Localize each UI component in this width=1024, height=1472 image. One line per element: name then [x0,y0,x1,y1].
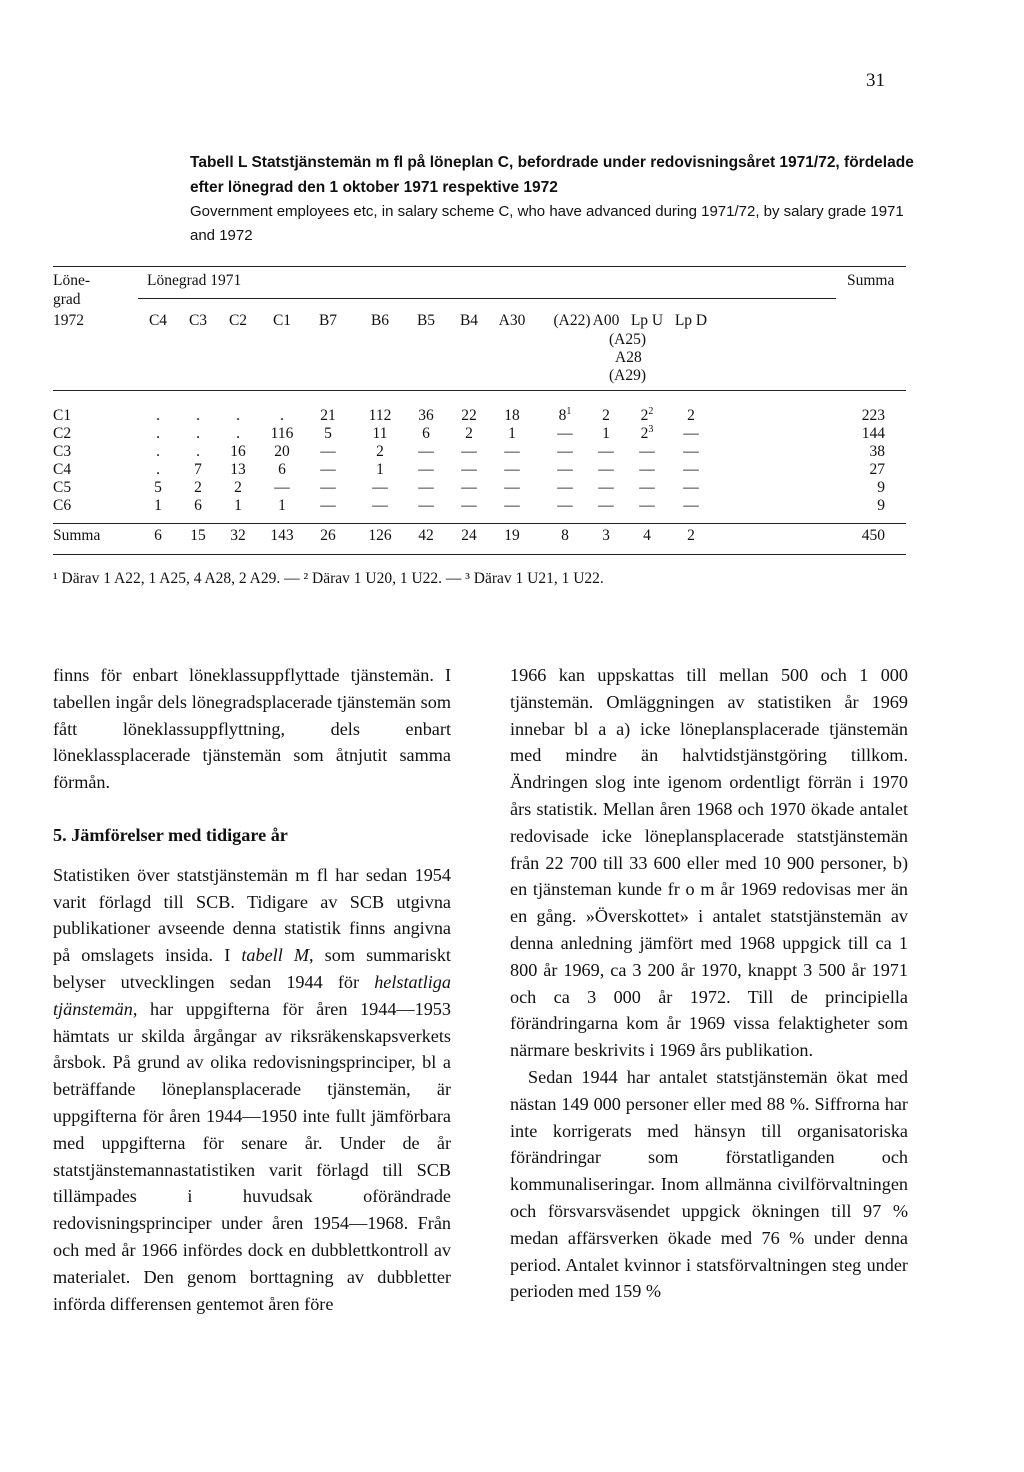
summa-cell: 2 [687,527,695,544]
table-cell: — [683,425,699,442]
table-top-rule [53,266,906,267]
column-header-c1: C1 [272,312,292,329]
table-cell: . [196,407,200,424]
table-cell: 5 [324,425,332,442]
left-paragraph-2-part-a: Statistiken över statstjänstemän m fl har sedan 1954 varit förlagd till SCB. Tidigare av SCB utgivna publikationer avseende denna statistik finns angivna på omslagets insida. I [53,864,451,966]
table-cell: — [461,497,477,514]
row-label-c1: C1 [53,407,72,424]
table-cell: . [156,425,160,442]
table-cell: — [418,443,434,460]
table-cell: — [418,461,434,478]
row-total: 223 [861,407,885,424]
column-header-b6: B6 [370,312,390,329]
table-cell: — [320,443,336,460]
summa-cell: 4 [643,527,651,544]
table-cell: — [320,497,336,514]
table-cell: — [639,479,655,496]
summa-top-rule [53,523,906,524]
row-header-year: 1972 [53,312,84,329]
summa-cell: 42 [418,527,434,544]
table-cell: — [504,461,520,478]
table-cell: . [236,407,240,424]
helstatliga-reference: helstatliga tjänstemän [53,971,451,1019]
summa-cell: 3 [602,527,610,544]
table-cell: — [461,443,477,460]
table-cell: . [280,407,284,424]
column-header-b7: B7 [318,312,338,329]
table-cell: — [683,497,699,514]
table-cell: 22 [461,407,477,424]
tabell-m-reference: tabell M [241,945,310,966]
table-cell: — [461,479,477,496]
table-cell: 2 [234,479,242,496]
left-text-column [53,662,451,1317]
table-cell: — [683,479,699,496]
table-cell: 1 [234,497,242,514]
table-bottom-rule [53,554,906,555]
grand-total: 450 [861,527,885,544]
table-cell: — [504,443,520,460]
column-header-c2: C2 [228,312,248,329]
table-cell: — [504,479,520,496]
summa-cell: 143 [270,527,294,544]
table-cell: — [557,443,573,460]
summa-cell: 26 [320,527,336,544]
table-cell: . [156,461,160,478]
table-cell: 2 [194,479,202,496]
group-header-lonegrad-1971: Lönegrad 1971 [147,272,242,289]
table-cell: 5 [154,479,162,496]
column-header-lp-u: Lp U [630,312,664,329]
table-cell: 6 [422,425,430,442]
table-cell: 11 [372,425,388,442]
table-cell: — [372,497,388,514]
table-cell: 116 [270,425,294,442]
table-cell: — [683,443,699,460]
row-header-lone: Löne- [53,272,91,289]
summa-cell: 8 [561,527,569,544]
summa-cell: 32 [230,527,246,544]
column-header-b5: B5 [416,312,436,329]
right-text-column [510,662,908,1305]
table-cell: — [598,479,614,496]
summa-row-label: Summa [53,527,101,544]
table-cell: . [196,425,200,442]
table-cell: — [639,461,655,478]
column-header-a29: (A29) [609,367,647,384]
table-cell: — [418,479,434,496]
row-total: 9 [877,497,885,514]
summa-cell: 126 [368,527,392,544]
table-cell: . [236,425,240,442]
row-label-c6: C6 [53,497,72,514]
table-cell: 21 [320,407,336,424]
table-cell: — [598,461,614,478]
column-header-a28: A28 [615,349,642,366]
column-header-a25: (A25) [609,331,647,348]
group-header-rule [138,298,836,299]
table-cell: — [461,461,477,478]
table-cell: — [418,497,434,514]
table-cell: — [504,497,520,514]
row-total: 9 [877,479,885,496]
table-cell: — [557,461,573,478]
table-caption-swedish: Tabell L Statstjänstemän m fl på löneplan C, befordrade under redovisningsåret 1971/72, fördelade efter lönegrad den 1 oktober 1971 respektive 1972 [190,154,914,196]
table-cell: 36 [418,407,434,424]
table-cell: — [598,443,614,460]
column-header-a30: A30 [498,312,526,329]
table-cell: 13 [230,461,246,478]
summa-header: Summa [847,272,895,289]
column-header-a22: (A22) [553,312,591,329]
page-number: 31 [866,70,885,91]
table-cell: — [639,497,655,514]
table-cell: — [683,461,699,478]
table-cell: 16 [230,443,246,460]
table-cell: — [320,479,336,496]
table-cell: 6 [194,497,202,514]
table-cell: 1 [278,497,286,514]
row-total: 27 [869,461,885,478]
right-paragraph-2: Sedan 1944 har antalet statstjänstemän ökat med nästan 149 000 personer eller med 88 %. Siffrorna har inte korrigerats med hänsyn till organisatoriska förändringar som förstatliganden och kommunaliseringar. Inom allmänna civilförvaltningen och försvarsväsendet uppgick ökningen till 97 % medan affärsverken ökade med 76 % under denna period. Antalet kvinnor i statsförvaltningen steg under perioden med 159 % [510,1066,908,1302]
table-cell: — [639,443,655,460]
row-label-c2: C2 [53,425,72,442]
column-header-a00: A00 [592,312,620,329]
table-footnotes: ¹ Därav 1 A22, 1 A25, 4 A28, 2 A29. — ² Därav 1 U20, 1 U22. — ³ Därav 1 U21, 1 U22. [53,570,604,587]
summa-cell: 6 [154,527,162,544]
header-bottom-rule [53,390,906,391]
table-cell: — [557,479,573,496]
column-header-c4: C4 [148,312,168,329]
left-paragraph-2-part-c: , har uppgifterna för åren 1944—1953 hämtats ur skilda årgångar av riksräkenskapsverkets årsbok. På grund av olika redovisningsprinciper, bl a beträffande löneplansplacerade tjänstemän, är uppgifterna för åren 1944—1950 inte fullt jämförbara med uppgifterna för senare år. Under de år statstjänstemannastatistiken varit förlagd till SCB tillämpades i huvudsak oförändrade redovisningsprinciper under åren 1954—1968. Från och med år 1966 infördes dock en dubblettkontroll av materialet. Den genom borttagning av dubbletter införda differensen gentemot åren före [53,998,451,1314]
column-header-c3: C3 [188,312,208,329]
table-cell: $8^1$ [558,405,572,424]
table-cell: — [557,425,573,442]
row-label-c3: C3 [53,443,72,460]
table-cell: 2 [465,425,473,442]
table-cell: . [156,407,160,424]
summa-cell: 24 [461,527,477,544]
summa-cell: 19 [504,527,520,544]
row-total: 38 [869,443,885,460]
row-header-grad: grad [53,291,81,308]
row-label-c4: C4 [53,461,72,478]
right-paragraph-1: 1966 kan uppskattas till mellan 500 och 1 000 tjänstemän. Omläggningen av statistiken år 1969 innebar bl a a) icke löneplansplacerade tjänstemän med mindre än halvtidstjänstgöring tillkom. Ändringen slog inte igenom ordentligt förrän i 1970 års statistik. Mellan åren 1968 och 1970 ökade antalet redovisade icke löneplansplacerade statstjänstemän från 22 700 till 33 600 eller med 10 900 personer, b) en tjänsteman kunde fr o m år 1969 redovisas mer än en gång. »Överskottet» i antalet statstjänstemän av denna anledning jämfört med 1968 uppgick till ca 1 800 år 1969, ca 3 200 år 1970, knappt 3 500 år 1971 och ca 3 000 år 1972. Till de principiella förändringarna kom år 1969 vissa felaktigheter som närmare beskrivits i 1969 års publikation. [510,665,908,1061]
table-cell: 6 [278,461,286,478]
table-cell: — [320,461,336,478]
table-cell: 2 [602,407,610,424]
left-paragraph-1: finns för enbart löneklassuppflyttade tjänstemän. I tabellen ingår dels lönegradsplacerade tjänstemän som fått löneklassuppflyttning, dels enbart löneklassplacerade tjänstemän som åtnjutit samma förmån. [53,665,451,793]
table-cell: . [156,443,160,460]
table-cell: — [274,479,290,496]
row-label-c5: C5 [53,479,72,496]
table-cell: $2^2$ [640,405,654,424]
row-total: 144 [861,425,885,442]
table-cell: 1 [508,425,516,442]
summa-cell: 15 [190,527,206,544]
table-cell: 18 [504,407,520,424]
table-cell: 2 [687,407,695,424]
table-caption-english: Government employees etc, in salary scheme C, who have advanced during 1971/72, by salary grade 1971 and 1972 [190,203,904,244]
left-paragraph-2-part-b: , som summariskt belyser utvecklingen sedan 1944 för [53,945,451,992]
table-cell: 1 [154,497,162,514]
table-cell: 2 [376,443,384,460]
table-cell: 20 [274,443,290,460]
table-cell: $2^3$ [640,423,654,442]
table-cell: 112 [368,407,392,424]
table-cell: . [196,443,200,460]
section-heading: 5. Jämförelser med tidigare år [53,824,288,845]
table-cell: — [557,497,573,514]
table-cell: 1 [602,425,610,442]
column-header-lp-d: Lp D [674,312,708,329]
column-header-b4: B4 [459,312,479,329]
left-paragraph-2 [53,862,451,1318]
table-cell: — [598,497,614,514]
table-cell: — [372,479,388,496]
table-cell: 7 [194,461,202,478]
table-cell: 1 [376,461,384,478]
